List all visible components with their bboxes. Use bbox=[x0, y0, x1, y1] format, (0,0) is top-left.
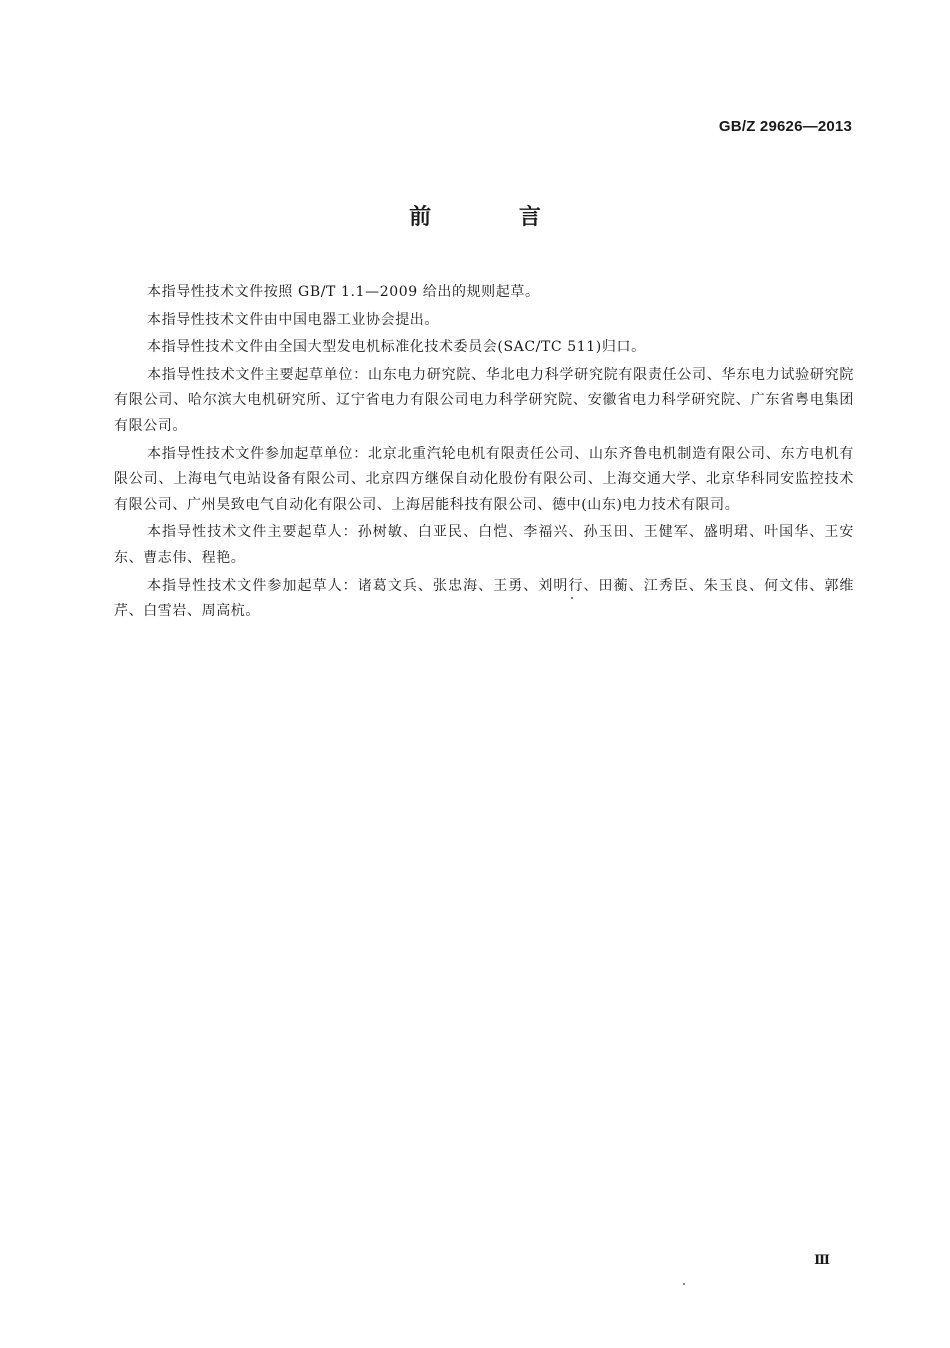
paragraph-proposer: 本指导性技术文件由中国电器工业协会提出。 bbox=[147, 311, 439, 328]
page-number: Ⅲ bbox=[814, 1253, 830, 1268]
scan-speck bbox=[683, 1283, 685, 1285]
paragraph-main-drafters: 本指导性技术文件主要起草人：孙树敏、白亚民、白恺、李福兴、孙玉田、王健军、盛明珺、叶国华、王安东、曹志伟、程艳。 bbox=[114, 524, 854, 566]
paragraph-participating-drafters: 本指导性技术文件参加起草人：诸葛文兵、张忠海、王勇、刘明行、田蘅、江秀臣、朱玉良、何文伟、郭维芹、白雪岩、周高杭。 bbox=[114, 577, 854, 620]
paragraph-drafting-rules: 本指导性技术文件按照 GB/T 1.1—2009 给出的规则起草。 bbox=[147, 284, 540, 300]
page-title: 前 言 bbox=[409, 205, 581, 230]
paragraph-main-drafting-units: 本指导性技术文件主要起草单位：山东电力研究院、华北电力科学研究院有限责任公司、华东电力试验研究院有限公司、哈尔滨大电机研究所、辽宁省电力有限公司电力科学研究院、安徽省电力科学研究院、广东省粤电集团有限公司。 bbox=[114, 366, 854, 434]
scan-speck bbox=[571, 597, 573, 599]
standard-code: GB/Z 29626—2013 bbox=[718, 118, 852, 135]
document-body bbox=[114, 280, 854, 627]
paragraph-administrator: 本指导性技术文件由全国大型发电机标准化技术委员会(SAC/TC 511)归口。 bbox=[147, 339, 646, 356]
paragraph-participating-units: 本指导性技术文件参加起草单位：北京北重汽轮电机有限责任公司、山东齐鲁电机制造有限公司、东方电机有限公司、上海电气电站设备有限公司、北京四方继保自动化股份有限公司、上海交通大学、北京华科同安监控技术有限公司、广州昊致电气自动化有限公司、上海居能科技有限公司、德中(山东)电力技术有限司。 bbox=[114, 445, 854, 513]
